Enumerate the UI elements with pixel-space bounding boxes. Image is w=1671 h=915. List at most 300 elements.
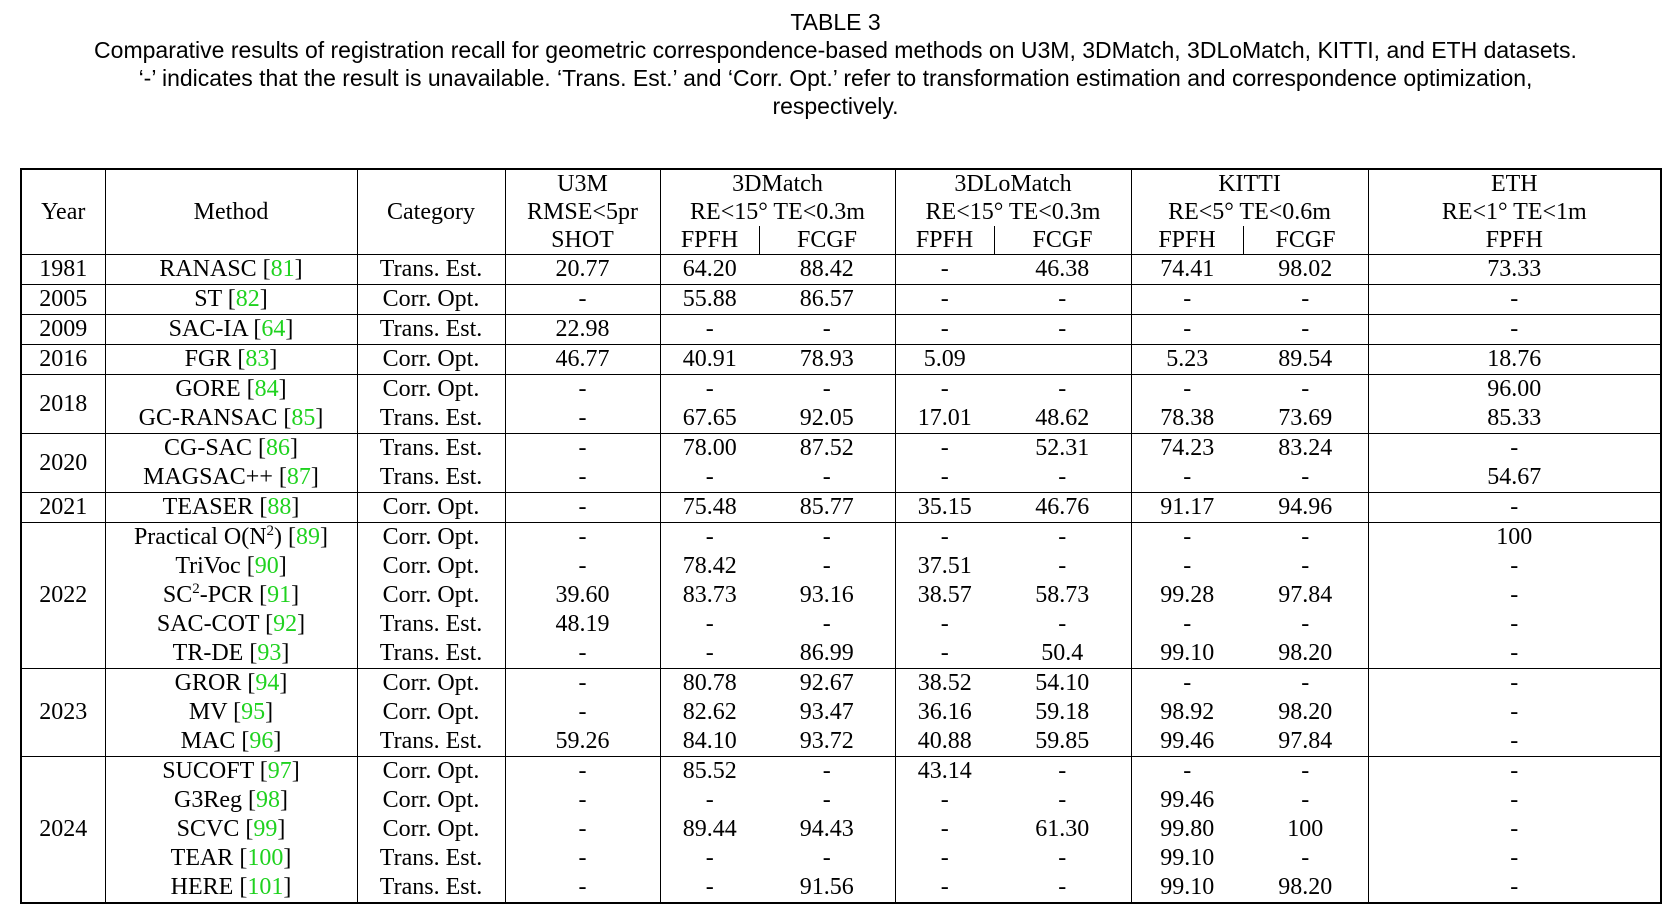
value-cell: -: [660, 523, 759, 553]
value-cell: -: [994, 786, 1131, 815]
method-name-suffix: -PCR: [199, 582, 254, 608]
value-cell: 78.42: [682, 553, 737, 579]
value-cell: -: [1510, 728, 1519, 754]
method-header: Method: [105, 169, 357, 255]
value-cell: -: [505, 285, 660, 315]
citation-bracket: [: [259, 494, 268, 520]
citation-link[interactable]: 83: [245, 346, 270, 372]
year-cell: 2021: [21, 493, 105, 523]
method-name: SAC-COT: [156, 611, 260, 637]
value-cell: 96.00: [1368, 375, 1661, 405]
value-cell: -: [1243, 463, 1368, 493]
value-cell: -: [505, 669, 660, 699]
value-cell: -: [705, 845, 714, 871]
table-row: [21, 404, 1661, 434]
method-name-suffix: ): [274, 524, 283, 550]
citation-bracket: [: [253, 316, 262, 342]
category-cell: Corr. Opt.: [357, 757, 505, 787]
table-row: [21, 315, 1661, 345]
citation-bracket: [: [237, 346, 246, 372]
value-cell: 59.85: [994, 727, 1131, 757]
value-cell: -: [759, 610, 895, 639]
citation-link[interactable]: 100: [247, 845, 284, 871]
dataset-header-u3m: U3M: [505, 169, 660, 198]
value-cell: -: [1368, 669, 1661, 699]
category-cell: Trans. Est.: [357, 610, 505, 639]
method-cell: [105, 757, 357, 787]
citation-link[interactable]: 93: [257, 640, 282, 666]
value-cell: -: [505, 786, 660, 815]
method-name: TEASER: [162, 494, 254, 520]
descriptor-header: FCGF: [1243, 226, 1368, 255]
category-cell: Trans. Est.: [357, 844, 505, 873]
value-cell: 40.91: [660, 345, 759, 375]
citation-link[interactable]: 86: [266, 435, 291, 461]
value-cell: -: [505, 815, 660, 844]
citation-bracket: [: [259, 582, 268, 608]
table-row: [21, 844, 1661, 873]
category-cell: Trans. Est.: [357, 463, 505, 493]
value-cell: -: [759, 523, 895, 553]
table-caption: [0, 8, 1671, 120]
citation-bracket: ]: [279, 670, 288, 696]
value-cell: -: [1243, 669, 1368, 699]
value-cell: 40.88: [917, 728, 972, 754]
value-cell: -: [1243, 315, 1368, 345]
method-name: CG-SAC: [163, 435, 253, 461]
value-cell: 99.10: [1160, 874, 1215, 900]
value-cell: -: [994, 610, 1131, 639]
value-cell: 37.51: [917, 553, 972, 579]
value-cell: -: [994, 375, 1131, 405]
citation-link[interactable]: 90: [254, 553, 279, 579]
value-cell: 91.17: [1131, 493, 1243, 523]
value-cell: 61.30: [994, 815, 1131, 844]
citation-bracket: [: [265, 611, 274, 637]
value-cell: -: [1131, 315, 1243, 345]
citation-bracket: [: [247, 670, 256, 696]
results-table: [20, 168, 1662, 904]
method-name: SAC-IA: [168, 316, 248, 342]
value-cell: -: [940, 874, 949, 900]
method-name: TriVoc: [175, 553, 241, 579]
value-cell: -: [994, 523, 1131, 553]
category-cell: Trans. Est.: [357, 255, 505, 285]
value-cell: 46.38: [994, 255, 1131, 285]
value-cell: 35.15: [895, 493, 994, 523]
citation-bracket: ]: [290, 435, 299, 461]
citation-link[interactable]: 97: [267, 758, 292, 784]
value-cell: 89.54: [1243, 345, 1368, 375]
value-cell: -: [705, 640, 714, 666]
method-cell: [105, 698, 357, 727]
value-cell: 98.20: [1243, 639, 1368, 669]
category-cell: Corr. Opt.: [357, 698, 505, 727]
citation-bracket: [: [249, 640, 258, 666]
year-cell: 2009: [21, 315, 105, 345]
value-cell: -: [759, 757, 895, 787]
value-cell: 94.96: [1243, 493, 1368, 523]
value-cell: 83.24: [1243, 434, 1368, 464]
citation-bracket: ]: [315, 405, 324, 431]
citation-bracket: [: [248, 787, 256, 813]
value-cell: 83.73: [682, 582, 737, 608]
value-cell: -: [505, 873, 660, 903]
value-cell: -: [1243, 375, 1368, 405]
caption-line-2: ‘-’ indicates that the result is unavailable. ‘Trans. Est.’ and ‘Corr. Opt.’ refer to transformation estimation and correspondence optimization,: [138, 65, 1533, 91]
value-cell: 85.77: [759, 493, 895, 523]
value-cell: -: [1510, 845, 1519, 871]
method-name: ST: [194, 286, 222, 312]
citation-bracket: [: [239, 874, 248, 900]
value-cell: 38.57: [917, 582, 972, 608]
citation-bracket: ]: [278, 553, 287, 579]
table-row: [21, 873, 1661, 903]
method-name: TEAR: [170, 845, 234, 871]
metric-header-kitti: RE<5° TE<0.6m: [1131, 198, 1368, 226]
citation-link[interactable]: 84: [254, 376, 279, 402]
citation-bracket: [: [288, 524, 297, 550]
category-cell: Corr. Opt.: [357, 581, 505, 610]
table-row: [21, 815, 1661, 844]
method-name: HERE: [170, 874, 234, 900]
value-cell: -: [994, 844, 1131, 873]
year-cell: 2024: [21, 757, 105, 904]
value-cell: -: [505, 375, 660, 405]
value-cell: -: [1131, 523, 1243, 553]
value-cell: 46.77: [505, 345, 660, 375]
method-cell: [105, 463, 357, 493]
value-cell: 75.48: [660, 493, 759, 523]
table-row: [21, 581, 1661, 610]
citation-link[interactable]: 94: [255, 670, 280, 696]
value-cell: 99.10: [1160, 640, 1215, 666]
value-cell: [994, 345, 1131, 375]
method-cell: [105, 610, 357, 639]
value-cell: 99.46: [1160, 728, 1215, 754]
method-name: TR-DE: [172, 640, 244, 666]
year-cell: 2016: [21, 345, 105, 375]
value-cell: -: [759, 375, 895, 405]
metric-header-3dmatch: RE<15° TE<0.3m: [660, 198, 895, 226]
value-cell: 98.20: [1243, 698, 1368, 727]
value-cell: -: [505, 757, 660, 787]
value-cell: 97.84: [1243, 581, 1368, 610]
citation-bracket: [: [245, 816, 254, 842]
value-cell: -: [1243, 610, 1368, 639]
category-cell: Trans. Est.: [357, 404, 505, 434]
citation-link[interactable]: 95: [241, 699, 266, 725]
value-cell: 89.44: [682, 816, 737, 842]
citation-link[interactable]: 64: [261, 316, 286, 342]
table-row: [21, 786, 1661, 815]
category-cell: Trans. Est.: [357, 434, 505, 464]
citation-bracket: [: [241, 728, 250, 754]
value-cell: 100: [1368, 523, 1661, 553]
citation-link[interactable]: 89: [296, 524, 321, 550]
value-cell: 74.23: [1131, 434, 1243, 464]
dataset-header-3dmatch: 3DMatch: [660, 169, 895, 198]
citation-bracket: [: [239, 845, 248, 871]
year-cell: 2023: [21, 669, 105, 757]
citation-link[interactable]: 91: [267, 582, 292, 608]
method-superscript: 2: [266, 523, 275, 539]
table-row: [21, 434, 1661, 464]
value-cell: -: [1368, 285, 1661, 315]
value-cell: -: [895, 434, 994, 464]
value-cell: 85.52: [660, 757, 759, 787]
category-cell: Corr. Opt.: [357, 345, 505, 375]
value-cell: 67.65: [682, 405, 737, 431]
category-cell: Corr. Opt.: [357, 285, 505, 315]
value-cell: 98.20: [1243, 873, 1368, 903]
value-cell: -: [505, 463, 660, 493]
category-header: Category: [357, 169, 505, 255]
value-cell: 78.38: [1160, 405, 1215, 431]
value-cell: -: [1510, 582, 1519, 608]
method-cell: [105, 669, 357, 699]
citation-bracket: ]: [280, 787, 288, 813]
method-name: G3Reg: [174, 787, 242, 813]
table-row: [21, 610, 1661, 639]
value-cell: -: [994, 285, 1131, 315]
citation-bracket: ]: [291, 494, 300, 520]
value-cell: -: [1243, 285, 1368, 315]
method-name: GROR: [174, 670, 242, 696]
value-cell: -: [994, 463, 1131, 493]
value-cell: 91.56: [759, 873, 895, 903]
value-cell: -: [705, 874, 714, 900]
value-cell: -: [505, 552, 660, 581]
metric-header-eth: RE<1° TE<1m: [1441, 199, 1587, 225]
value-cell: 97.84: [1243, 727, 1368, 757]
value-cell: 100: [1243, 815, 1368, 844]
method-cell: [105, 404, 357, 434]
value-cell: -: [705, 787, 714, 813]
value-cell: 92.05: [759, 404, 895, 434]
value-cell: 43.14: [895, 757, 994, 787]
method-cell: [105, 873, 357, 903]
value-cell: 55.88: [660, 285, 759, 315]
citation-bracket: ]: [285, 316, 294, 342]
method-cell: [105, 255, 357, 285]
year-cell: 2005: [21, 285, 105, 315]
value-cell: 84.10: [682, 728, 737, 754]
method-name: GORE: [175, 376, 241, 402]
value-cell: 52.31: [994, 434, 1131, 464]
value-cell: -: [759, 844, 895, 873]
value-cell: 86.99: [759, 639, 895, 669]
method-name: Practical O(N: [133, 524, 267, 550]
citation-bracket: ]: [291, 582, 300, 608]
dataset-header-3dlomatch: 3DLoMatch: [895, 169, 1131, 198]
value-cell: -: [1243, 523, 1368, 553]
method-name: SUCOFT: [162, 758, 254, 784]
value-cell: -: [505, 434, 660, 464]
method-cell: [105, 285, 357, 315]
value-cell: 98.02: [1243, 255, 1368, 285]
method-name: FGR: [184, 346, 232, 372]
citation-bracket: ]: [281, 640, 290, 666]
value-cell: -: [1510, 874, 1519, 900]
value-cell: -: [759, 315, 895, 345]
value-cell: -: [1131, 285, 1243, 315]
descriptor-header: FPFH: [1131, 226, 1243, 255]
value-cell: 58.73: [994, 581, 1131, 610]
value-cell: -: [994, 757, 1131, 787]
method-cell: [105, 523, 357, 553]
descriptor-header: FCGF: [759, 226, 895, 255]
value-cell: -: [940, 611, 949, 637]
value-cell: 73.33: [1368, 255, 1661, 285]
value-cell: -: [895, 315, 994, 345]
citation-bracket: ]: [278, 376, 287, 402]
value-cell: -: [505, 523, 660, 553]
citation-bracket: ]: [291, 758, 300, 784]
value-cell: -: [1510, 699, 1519, 725]
value-cell: -: [1183, 611, 1192, 637]
citation-bracket: [: [227, 286, 236, 312]
value-cell: -: [940, 640, 949, 666]
value-cell: -: [1510, 787, 1519, 813]
value-cell: -: [759, 552, 895, 581]
value-cell: 99.28: [1160, 582, 1215, 608]
value-cell: 54.67: [1487, 464, 1542, 490]
category-cell: Corr. Opt.: [357, 493, 505, 523]
table-row: [21, 639, 1661, 669]
dataset-header-kitti: KITTI: [1131, 169, 1368, 198]
year-cell: 1981: [21, 255, 105, 285]
citation-bracket: ]: [320, 524, 329, 550]
descriptor-header: FPFH: [1368, 226, 1661, 255]
method-cell: [105, 315, 357, 345]
value-cell: 36.16: [917, 699, 972, 725]
value-cell: 46.76: [994, 493, 1131, 523]
method-cell: [105, 375, 357, 405]
method-name: MAGSAC++: [143, 464, 273, 490]
table-label: TABLE 3: [790, 9, 881, 35]
citation-link[interactable]: 96: [249, 728, 274, 754]
value-cell: -: [1368, 493, 1661, 523]
value-cell: 78.00: [660, 434, 759, 464]
value-cell: 18.76: [1368, 345, 1661, 375]
value-cell: 38.52: [895, 669, 994, 699]
table-row: [21, 552, 1661, 581]
citation-link[interactable]: 85: [291, 405, 316, 431]
value-cell: -: [994, 315, 1131, 345]
value-cell: -: [505, 404, 660, 434]
value-cell: -: [1510, 553, 1519, 579]
citation-link[interactable]: 99: [253, 816, 278, 842]
value-cell: -: [994, 552, 1131, 581]
citation-bracket: ]: [273, 728, 282, 754]
table-row: [21, 345, 1661, 375]
descriptor-header: SHOT: [505, 226, 660, 255]
table-body: [21, 255, 1661, 904]
value-cell: 93.47: [759, 698, 895, 727]
method-cell: [105, 727, 357, 757]
category-cell: Corr. Opt.: [357, 523, 505, 553]
value-cell: -: [895, 523, 994, 553]
citation-bracket: ]: [297, 611, 306, 637]
table-row: [21, 255, 1661, 285]
citation-bracket: [: [233, 699, 242, 725]
value-cell: 93.72: [759, 727, 895, 757]
citation-bracket: ]: [277, 816, 286, 842]
citation-bracket: [: [246, 553, 255, 579]
value-cell: -: [705, 611, 714, 637]
table-row: [21, 757, 1661, 787]
value-cell: -: [1183, 553, 1192, 579]
value-cell: 98.92: [1160, 699, 1215, 725]
citation-link[interactable]: 81: [270, 256, 295, 282]
citation-bracket: ]: [294, 256, 303, 282]
value-cell: 99.46: [1160, 787, 1215, 813]
citation-link[interactable]: 92: [273, 611, 298, 637]
year-cell: 2022: [21, 523, 105, 669]
value-cell: -: [505, 493, 660, 523]
value-cell: -: [895, 375, 994, 405]
citation-bracket: [: [258, 435, 267, 461]
method-cell: [105, 345, 357, 375]
value-cell: 59.26: [505, 727, 660, 757]
citation-bracket: ]: [310, 464, 319, 490]
citation-link[interactable]: 98: [256, 787, 280, 813]
citation-link[interactable]: 101: [247, 874, 284, 900]
citation-link[interactable]: 82: [235, 286, 260, 312]
value-cell: -: [1243, 844, 1368, 873]
value-cell: 94.43: [759, 815, 895, 844]
method-name: MV: [188, 699, 228, 725]
method-cell: [105, 844, 357, 873]
table-row: [21, 727, 1661, 757]
citation-bracket: [: [283, 405, 292, 431]
citation-bracket: ]: [283, 845, 292, 871]
citation-bracket: [: [278, 464, 287, 490]
method-cell: [105, 815, 357, 844]
value-cell: 93.16: [759, 581, 895, 610]
value-cell: 99.10: [1160, 845, 1215, 871]
table-row: [21, 463, 1661, 493]
value-cell: -: [1243, 786, 1368, 815]
value-cell: 20.77: [505, 255, 660, 285]
value-cell: 39.60: [505, 581, 660, 610]
method-cell: [105, 493, 357, 523]
category-cell: Corr. Opt.: [357, 375, 505, 405]
dataset-header-eth: ETH: [1490, 171, 1538, 197]
citation-bracket: [: [246, 376, 255, 402]
value-cell: -: [1131, 757, 1243, 787]
value-cell: 54.10: [994, 669, 1131, 699]
value-cell: 17.01: [917, 405, 972, 431]
value-cell: -: [1368, 315, 1661, 345]
table-row: [21, 375, 1661, 405]
year-cell: 2018: [21, 375, 105, 434]
value-cell: 48.62: [994, 404, 1131, 434]
value-cell: -: [705, 464, 714, 490]
value-cell: 88.42: [759, 255, 895, 285]
value-cell: 64.20: [660, 255, 759, 285]
descriptor-header: FCGF: [994, 226, 1131, 255]
value-cell: 5.09: [895, 345, 994, 375]
table-row: [21, 523, 1661, 553]
citation-link[interactable]: 87: [286, 464, 311, 490]
citation-link[interactable]: 88: [267, 494, 292, 520]
method-cell: [105, 786, 357, 815]
value-cell: 22.98: [505, 315, 660, 345]
table-row: [21, 669, 1661, 699]
table-row: [21, 493, 1661, 523]
